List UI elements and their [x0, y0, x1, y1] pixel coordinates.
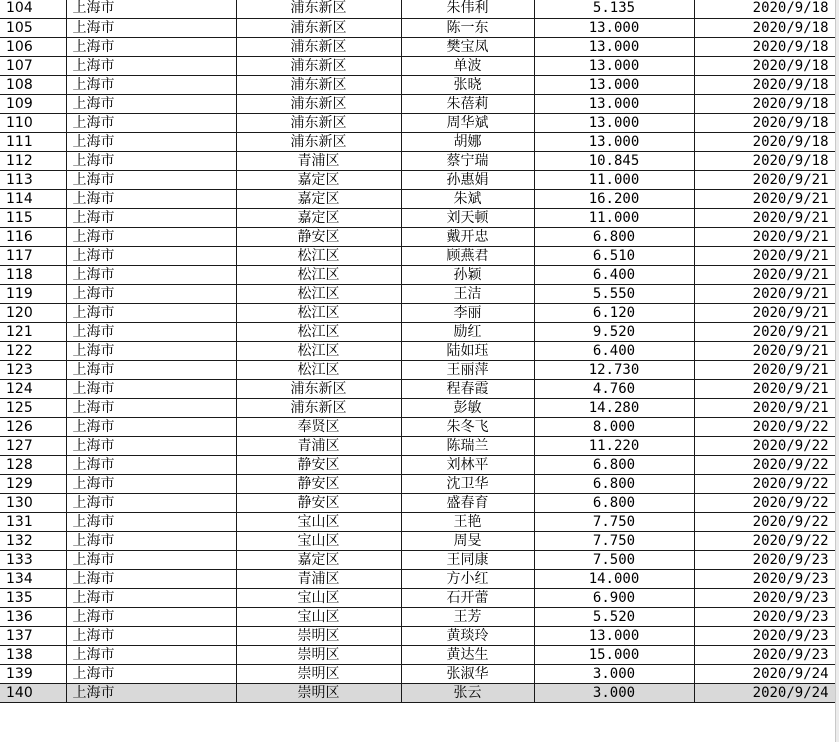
- cell-index[interactable]: 117: [0, 246, 66, 265]
- cell-name[interactable]: 孙惠娟: [401, 170, 534, 189]
- cell-name[interactable]: 王同康: [401, 550, 534, 569]
- cell-index[interactable]: 136: [0, 607, 66, 626]
- cell-city[interactable]: 上海市: [66, 170, 236, 189]
- table-row[interactable]: [0, 607, 835, 626]
- cell-amount[interactable]: 6.120: [534, 303, 694, 322]
- cell-city[interactable]: 上海市: [66, 0, 236, 18]
- cell-name[interactable]: 周华斌: [401, 113, 534, 132]
- cell-name[interactable]: 朱伟利: [401, 0, 534, 18]
- table-row[interactable]: [0, 683, 835, 702]
- cell-index[interactable]: 139: [0, 664, 66, 683]
- cell-city[interactable]: 上海市: [66, 132, 236, 151]
- cell-name[interactable]: 顾燕君: [401, 246, 534, 265]
- cell-district[interactable]: 嘉定区: [236, 208, 401, 227]
- cell-amount[interactable]: 6.800: [534, 227, 694, 246]
- cell-amount[interactable]: 5.550: [534, 284, 694, 303]
- cell-amount[interactable]: 6.800: [534, 474, 694, 493]
- cell-index[interactable]: 113: [0, 170, 66, 189]
- table-row[interactable]: [0, 0, 835, 18]
- cell-district[interactable]: 浦东新区: [236, 113, 401, 132]
- cell-name[interactable]: 黄琰玲: [401, 626, 534, 645]
- cell-city[interactable]: 上海市: [66, 75, 236, 94]
- cell-index[interactable]: 111: [0, 132, 66, 151]
- cell-date[interactable]: 2020/9/23: [694, 607, 835, 626]
- cell-city[interactable]: 上海市: [66, 151, 236, 170]
- cell-city[interactable]: 上海市: [66, 417, 236, 436]
- cell-district[interactable]: 松江区: [236, 284, 401, 303]
- cell-city[interactable]: 上海市: [66, 246, 236, 265]
- cell-name[interactable]: 方小红: [401, 569, 534, 588]
- cell-name[interactable]: 陈瑞兰: [401, 436, 534, 455]
- cell-city[interactable]: 上海市: [66, 18, 236, 37]
- cell-date[interactable]: 2020/9/18: [694, 37, 835, 56]
- cell-name[interactable]: 励红: [401, 322, 534, 341]
- cell-amount[interactable]: 14.000: [534, 569, 694, 588]
- cell-city[interactable]: 上海市: [66, 531, 236, 550]
- cell-name[interactable]: 周旻: [401, 531, 534, 550]
- cell-name[interactable]: 王芳: [401, 607, 534, 626]
- cell-city[interactable]: 上海市: [66, 493, 236, 512]
- table-row[interactable]: [0, 170, 835, 189]
- cell-amount[interactable]: 13.000: [534, 626, 694, 645]
- cell-index[interactable]: 124: [0, 379, 66, 398]
- cell-name[interactable]: 张淑华: [401, 664, 534, 683]
- cell-index[interactable]: 105: [0, 18, 66, 37]
- cell-amount[interactable]: 10.845: [534, 151, 694, 170]
- cell-district[interactable]: 松江区: [236, 265, 401, 284]
- cell-district[interactable]: 宝山区: [236, 531, 401, 550]
- cell-name[interactable]: 单波: [401, 56, 534, 75]
- cell-amount[interactable]: 3.000: [534, 683, 694, 702]
- table-row[interactable]: [0, 664, 835, 683]
- cell-date[interactable]: 2020/9/21: [694, 189, 835, 208]
- cell-index[interactable]: 134: [0, 569, 66, 588]
- cell-city[interactable]: 上海市: [66, 607, 236, 626]
- cell-district[interactable]: 浦东新区: [236, 56, 401, 75]
- cell-district[interactable]: 浦东新区: [236, 379, 401, 398]
- cell-index[interactable]: 128: [0, 455, 66, 474]
- cell-index[interactable]: 119: [0, 284, 66, 303]
- cell-date[interactable]: 2020/9/24: [694, 664, 835, 683]
- cell-district[interactable]: 浦东新区: [236, 0, 401, 18]
- cell-index[interactable]: 112: [0, 151, 66, 170]
- cell-index[interactable]: 133: [0, 550, 66, 569]
- cell-amount[interactable]: 11.000: [534, 208, 694, 227]
- cell-city[interactable]: 上海市: [66, 474, 236, 493]
- cell-index[interactable]: 110: [0, 113, 66, 132]
- cell-district[interactable]: 浦东新区: [236, 18, 401, 37]
- cell-amount[interactable]: 15.000: [534, 645, 694, 664]
- cell-name[interactable]: 刘天顿: [401, 208, 534, 227]
- cell-amount[interactable]: 13.000: [534, 37, 694, 56]
- cell-date[interactable]: 2020/9/18: [694, 132, 835, 151]
- cell-date[interactable]: 2020/9/22: [694, 531, 835, 550]
- cell-index[interactable]: 108: [0, 75, 66, 94]
- cell-amount[interactable]: 5.520: [534, 607, 694, 626]
- cell-index[interactable]: 114: [0, 189, 66, 208]
- table-row[interactable]: [0, 284, 835, 303]
- cell-amount[interactable]: 6.400: [534, 265, 694, 284]
- cell-district[interactable]: 松江区: [236, 246, 401, 265]
- cell-district[interactable]: 青浦区: [236, 569, 401, 588]
- cell-amount[interactable]: 13.000: [534, 113, 694, 132]
- cell-district[interactable]: 松江区: [236, 303, 401, 322]
- table-row[interactable]: [0, 626, 835, 645]
- cell-name[interactable]: 陆如珏: [401, 341, 534, 360]
- table-row[interactable]: [0, 246, 835, 265]
- cell-amount[interactable]: 6.400: [534, 341, 694, 360]
- cell-district[interactable]: 嘉定区: [236, 170, 401, 189]
- cell-date[interactable]: 2020/9/21: [694, 265, 835, 284]
- cell-city[interactable]: 上海市: [66, 512, 236, 531]
- table-row[interactable]: [0, 417, 835, 436]
- cell-amount[interactable]: 6.510: [534, 246, 694, 265]
- cell-date[interactable]: 2020/9/24: [694, 683, 835, 702]
- cell-city[interactable]: 上海市: [66, 626, 236, 645]
- cell-amount[interactable]: 5.135: [534, 0, 694, 18]
- table-row[interactable]: [0, 151, 835, 170]
- cell-amount[interactable]: 13.000: [534, 18, 694, 37]
- cell-district[interactable]: 崇明区: [236, 683, 401, 702]
- cell-name[interactable]: 黄达生: [401, 645, 534, 664]
- cell-district[interactable]: 松江区: [236, 360, 401, 379]
- table-row[interactable]: [0, 360, 835, 379]
- cell-district[interactable]: 青浦区: [236, 436, 401, 455]
- cell-district[interactable]: 静安区: [236, 455, 401, 474]
- cell-index[interactable]: 107: [0, 56, 66, 75]
- cell-name[interactable]: 刘林平: [401, 455, 534, 474]
- cell-date[interactable]: 2020/9/22: [694, 474, 835, 493]
- cell-amount[interactable]: 16.200: [534, 189, 694, 208]
- cell-index[interactable]: 121: [0, 322, 66, 341]
- table-row[interactable]: [0, 56, 835, 75]
- cell-amount[interactable]: 6.800: [534, 493, 694, 512]
- cell-date[interactable]: 2020/9/21: [694, 341, 835, 360]
- cell-name[interactable]: 程春霞: [401, 379, 534, 398]
- cell-index[interactable]: 115: [0, 208, 66, 227]
- cell-amount[interactable]: 13.000: [534, 75, 694, 94]
- cell-date[interactable]: 2020/9/23: [694, 645, 835, 664]
- scrollbar-edge[interactable]: [835, 0, 839, 742]
- cell-name[interactable]: 孙颖: [401, 265, 534, 284]
- cell-city[interactable]: 上海市: [66, 550, 236, 569]
- cell-date[interactable]: 2020/9/18: [694, 151, 835, 170]
- table-row[interactable]: [0, 645, 835, 664]
- cell-date[interactable]: 2020/9/22: [694, 493, 835, 512]
- table-row[interactable]: [0, 322, 835, 341]
- cell-district[interactable]: 静安区: [236, 493, 401, 512]
- cell-index[interactable]: 140: [0, 683, 66, 702]
- cell-name[interactable]: 王丽萍: [401, 360, 534, 379]
- cell-name[interactable]: 张云: [401, 683, 534, 702]
- cell-amount[interactable]: 7.750: [534, 512, 694, 531]
- cell-amount[interactable]: 7.750: [534, 531, 694, 550]
- cell-index[interactable]: 118: [0, 265, 66, 284]
- cell-city[interactable]: 上海市: [66, 569, 236, 588]
- cell-name[interactable]: 胡娜: [401, 132, 534, 151]
- cell-amount[interactable]: 3.000: [534, 664, 694, 683]
- cell-city[interactable]: 上海市: [66, 322, 236, 341]
- cell-amount[interactable]: 9.520: [534, 322, 694, 341]
- cell-date[interactable]: 2020/9/21: [694, 360, 835, 379]
- cell-index[interactable]: 132: [0, 531, 66, 550]
- cell-district[interactable]: 浦东新区: [236, 398, 401, 417]
- cell-date[interactable]: 2020/9/23: [694, 569, 835, 588]
- cell-date[interactable]: 2020/9/18: [694, 94, 835, 113]
- table-row[interactable]: [0, 436, 835, 455]
- cell-date[interactable]: 2020/9/21: [694, 246, 835, 265]
- table-row[interactable]: [0, 341, 835, 360]
- cell-district[interactable]: 奉贤区: [236, 417, 401, 436]
- cell-city[interactable]: 上海市: [66, 227, 236, 246]
- cell-city[interactable]: 上海市: [66, 341, 236, 360]
- cell-name[interactable]: 蔡宁瑞: [401, 151, 534, 170]
- cell-city[interactable]: 上海市: [66, 360, 236, 379]
- cell-date[interactable]: 2020/9/21: [694, 284, 835, 303]
- table-row[interactable]: [0, 531, 835, 550]
- cell-name[interactable]: 朱蓓莉: [401, 94, 534, 113]
- cell-city[interactable]: 上海市: [66, 113, 236, 132]
- cell-amount[interactable]: 11.220: [534, 436, 694, 455]
- table-row[interactable]: [0, 227, 835, 246]
- cell-city[interactable]: 上海市: [66, 94, 236, 113]
- cell-city[interactable]: 上海市: [66, 265, 236, 284]
- cell-date[interactable]: 2020/9/18: [694, 113, 835, 132]
- cell-date[interactable]: 2020/9/21: [694, 398, 835, 417]
- table-row[interactable]: [0, 265, 835, 284]
- cell-district[interactable]: 宝山区: [236, 588, 401, 607]
- cell-city[interactable]: 上海市: [66, 56, 236, 75]
- table-row[interactable]: [0, 569, 835, 588]
- cell-name[interactable]: 李丽: [401, 303, 534, 322]
- table-row[interactable]: [0, 94, 835, 113]
- table-row[interactable]: [0, 113, 835, 132]
- cell-date[interactable]: 2020/9/22: [694, 436, 835, 455]
- cell-amount[interactable]: 8.000: [534, 417, 694, 436]
- table-row[interactable]: [0, 550, 835, 569]
- table-row[interactable]: [0, 379, 835, 398]
- cell-date[interactable]: 2020/9/21: [694, 322, 835, 341]
- cell-name[interactable]: 石开蕾: [401, 588, 534, 607]
- cell-index[interactable]: 122: [0, 341, 66, 360]
- cell-city[interactable]: 上海市: [66, 189, 236, 208]
- cell-date[interactable]: 2020/9/21: [694, 227, 835, 246]
- cell-date[interactable]: 2020/9/18: [694, 0, 835, 18]
- table-row[interactable]: [0, 474, 835, 493]
- cell-district[interactable]: 松江区: [236, 322, 401, 341]
- cell-district[interactable]: 浦东新区: [236, 132, 401, 151]
- cell-index[interactable]: 130: [0, 493, 66, 512]
- cell-date[interactable]: 2020/9/23: [694, 550, 835, 569]
- cell-district[interactable]: 青浦区: [236, 151, 401, 170]
- cell-date[interactable]: 2020/9/21: [694, 170, 835, 189]
- cell-city[interactable]: 上海市: [66, 208, 236, 227]
- cell-date[interactable]: 2020/9/18: [694, 18, 835, 37]
- cell-date[interactable]: 2020/9/23: [694, 588, 835, 607]
- cell-city[interactable]: 上海市: [66, 398, 236, 417]
- cell-amount[interactable]: 13.000: [534, 56, 694, 75]
- table-row[interactable]: [0, 455, 835, 474]
- cell-district[interactable]: 崇明区: [236, 645, 401, 664]
- cell-district[interactable]: 宝山区: [236, 607, 401, 626]
- cell-amount[interactable]: 14.280: [534, 398, 694, 417]
- cell-date[interactable]: 2020/9/22: [694, 455, 835, 474]
- cell-index[interactable]: 138: [0, 645, 66, 664]
- cell-amount[interactable]: 6.900: [534, 588, 694, 607]
- cell-name[interactable]: 朱斌: [401, 189, 534, 208]
- cell-date[interactable]: 2020/9/21: [694, 379, 835, 398]
- cell-date[interactable]: 2020/9/22: [694, 417, 835, 436]
- cell-amount[interactable]: 4.760: [534, 379, 694, 398]
- table-row[interactable]: [0, 132, 835, 151]
- cell-district[interactable]: 浦东新区: [236, 75, 401, 94]
- cell-index[interactable]: 106: [0, 37, 66, 56]
- cell-name[interactable]: 彭敏: [401, 398, 534, 417]
- cell-index[interactable]: 109: [0, 94, 66, 113]
- cell-city[interactable]: 上海市: [66, 436, 236, 455]
- cell-district[interactable]: 静安区: [236, 227, 401, 246]
- table-row[interactable]: [0, 75, 835, 94]
- cell-name[interactable]: 张晓: [401, 75, 534, 94]
- cell-amount[interactable]: 7.500: [534, 550, 694, 569]
- cell-index[interactable]: 116: [0, 227, 66, 246]
- cell-city[interactable]: 上海市: [66, 645, 236, 664]
- cell-date[interactable]: 2020/9/18: [694, 56, 835, 75]
- table-row[interactable]: [0, 303, 835, 322]
- cell-district[interactable]: 崇明区: [236, 626, 401, 645]
- table-row[interactable]: [0, 512, 835, 531]
- cell-name[interactable]: 沈卫华: [401, 474, 534, 493]
- cell-city[interactable]: 上海市: [66, 664, 236, 683]
- cell-district[interactable]: 浦东新区: [236, 37, 401, 56]
- table-row[interactable]: [0, 18, 835, 37]
- cell-district[interactable]: 浦东新区: [236, 94, 401, 113]
- cell-amount[interactable]: 13.000: [534, 94, 694, 113]
- cell-city[interactable]: 上海市: [66, 455, 236, 474]
- cell-date[interactable]: 2020/9/23: [694, 626, 835, 645]
- cell-amount[interactable]: 13.000: [534, 132, 694, 151]
- cell-district[interactable]: 崇明区: [236, 664, 401, 683]
- cell-index[interactable]: 120: [0, 303, 66, 322]
- cell-district[interactable]: 嘉定区: [236, 550, 401, 569]
- table-row[interactable]: [0, 37, 835, 56]
- cell-index[interactable]: 104: [0, 0, 66, 18]
- cell-name[interactable]: 戴开忠: [401, 227, 534, 246]
- cell-city[interactable]: 上海市: [66, 588, 236, 607]
- cell-index[interactable]: 135: [0, 588, 66, 607]
- cell-index[interactable]: 125: [0, 398, 66, 417]
- cell-name[interactable]: 盛春育: [401, 493, 534, 512]
- cell-index[interactable]: 129: [0, 474, 66, 493]
- cell-date[interactable]: 2020/9/18: [694, 75, 835, 94]
- cell-date[interactable]: 2020/9/22: [694, 512, 835, 531]
- cell-name[interactable]: 王洁: [401, 284, 534, 303]
- cell-amount[interactable]: 6.800: [534, 455, 694, 474]
- cell-city[interactable]: 上海市: [66, 303, 236, 322]
- cell-district[interactable]: 嘉定区: [236, 189, 401, 208]
- cell-amount[interactable]: 12.730: [534, 360, 694, 379]
- cell-district[interactable]: 宝山区: [236, 512, 401, 531]
- cell-city[interactable]: 上海市: [66, 284, 236, 303]
- cell-index[interactable]: 126: [0, 417, 66, 436]
- cell-name[interactable]: 朱冬飞: [401, 417, 534, 436]
- cell-index[interactable]: 123: [0, 360, 66, 379]
- table-row[interactable]: [0, 588, 835, 607]
- cell-date[interactable]: 2020/9/21: [694, 208, 835, 227]
- cell-city[interactable]: 上海市: [66, 683, 236, 702]
- cell-index[interactable]: 137: [0, 626, 66, 645]
- cell-amount[interactable]: 11.000: [534, 170, 694, 189]
- cell-name[interactable]: 樊宝凤: [401, 37, 534, 56]
- cell-index[interactable]: 127: [0, 436, 66, 455]
- table-row[interactable]: [0, 493, 835, 512]
- cell-name[interactable]: 王艳: [401, 512, 534, 531]
- cell-district[interactable]: 松江区: [236, 341, 401, 360]
- cell-index[interactable]: 131: [0, 512, 66, 531]
- table-row[interactable]: [0, 189, 835, 208]
- table-row[interactable]: [0, 398, 835, 417]
- cell-city[interactable]: 上海市: [66, 37, 236, 56]
- cell-district[interactable]: 静安区: [236, 474, 401, 493]
- cell-date[interactable]: 2020/9/21: [694, 303, 835, 322]
- cell-name[interactable]: 陈一东: [401, 18, 534, 37]
- cell-city[interactable]: 上海市: [66, 379, 236, 398]
- table-row[interactable]: [0, 208, 835, 227]
